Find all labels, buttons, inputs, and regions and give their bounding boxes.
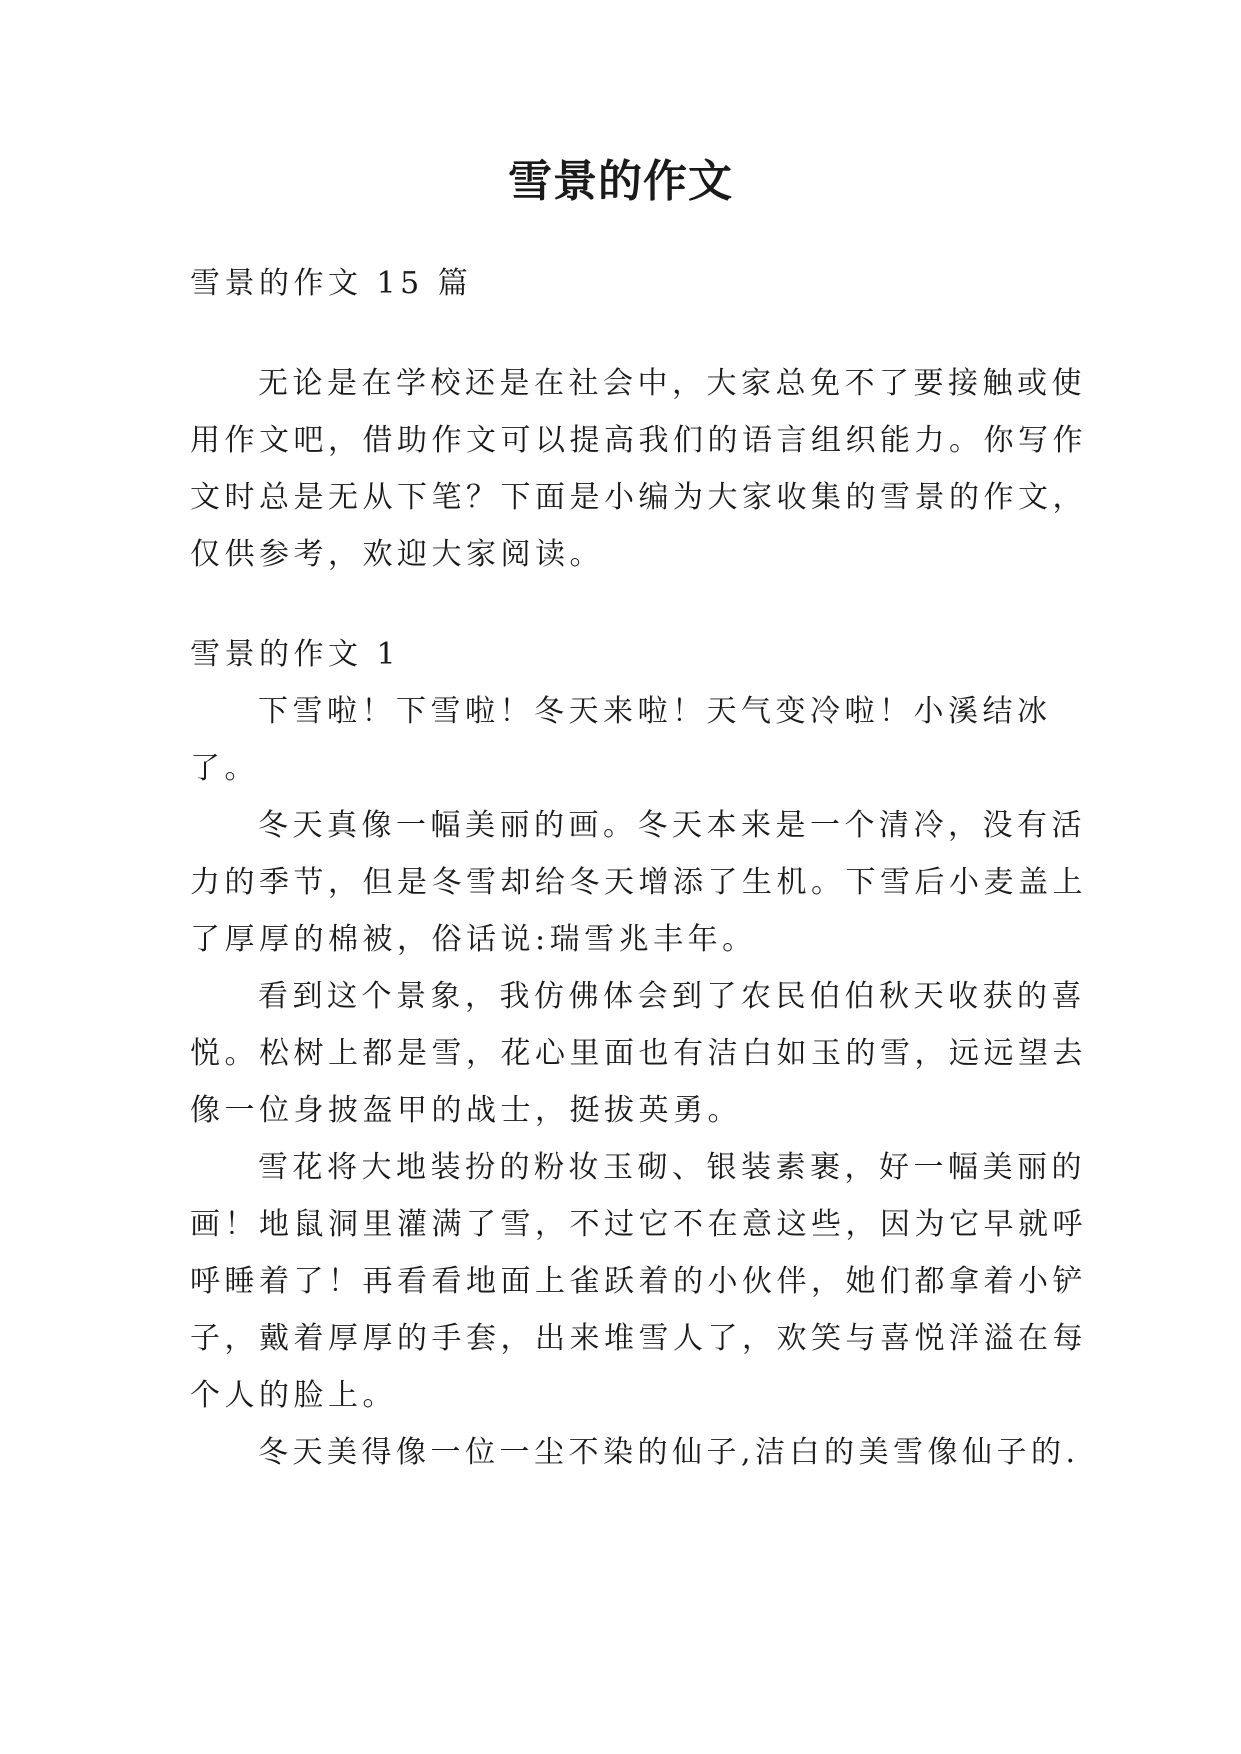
paragraph-line: 像一位身披盔甲的战士，挺拔英勇。 — [190, 1093, 742, 1128]
paragraph-line: 个人的脸上。 — [190, 1378, 397, 1413]
document-title: 雪景的作文 — [508, 156, 733, 207]
paragraph-line: 看到这个景象，我仿佛体会到了农民伯伯秋天收获的喜 — [258, 979, 1086, 1014]
paragraph-line: 力的季节，但是冬雪却给冬天增添了生机。下雪后小麦盖上 — [190, 865, 1087, 900]
paragraph-line: 了厚厚的棉被，俗话说:瑞雪兆丰年。 — [190, 922, 757, 957]
intro-line: 无论是在学校还是在社会中，大家总免不了要接触或使 — [258, 366, 1086, 401]
subtitle: 雪景的作文 15 篇 — [190, 266, 473, 301]
intro-line: 用作文吧，借助作文可以提高我们的语言组织能力。你写作 — [190, 423, 1087, 458]
paragraph-line: 冬天真像一幅美丽的画。冬天本来是一个清冷，没有活 — [258, 808, 1086, 843]
paragraph-line: 画！地鼠洞里灌满了雪，不过它不在意这些，因为它早就呼 — [190, 1207, 1087, 1242]
intro-line: 仅供参考，欢迎大家阅读。 — [190, 537, 604, 572]
essay-heading: 雪景的作文 1 — [190, 637, 401, 672]
intro-line: 文时总是无从下笔？下面是小编为大家收集的雪景的作文， — [190, 480, 1087, 515]
paragraph-line: 悦。松树上都是雪，花心里面也有洁白如玉的雪，远远望去 — [190, 1036, 1087, 1071]
paragraph-line: 了。 — [190, 751, 259, 786]
paragraph-line: 下雪啦！下雪啦！冬天来啦！天气变冷啦！小溪结冰 — [258, 694, 1052, 729]
paragraph-line: 冬天美得像一位一尘不染的仙子,洁白的美雪像仙子的. — [258, 1435, 1080, 1470]
paragraph-line: 呼睡着了！再看看地面上雀跃着的小伙伴，她们都拿着小铲 — [190, 1264, 1087, 1299]
paragraph-line: 雪花将大地装扮的粉妆玉砌、银装素裹，好一幅美丽的 — [258, 1150, 1086, 1185]
paragraph-line: 子，戴着厚厚的手套，出来堆雪人了，欢笑与喜悦洋溢在每 — [190, 1321, 1087, 1356]
